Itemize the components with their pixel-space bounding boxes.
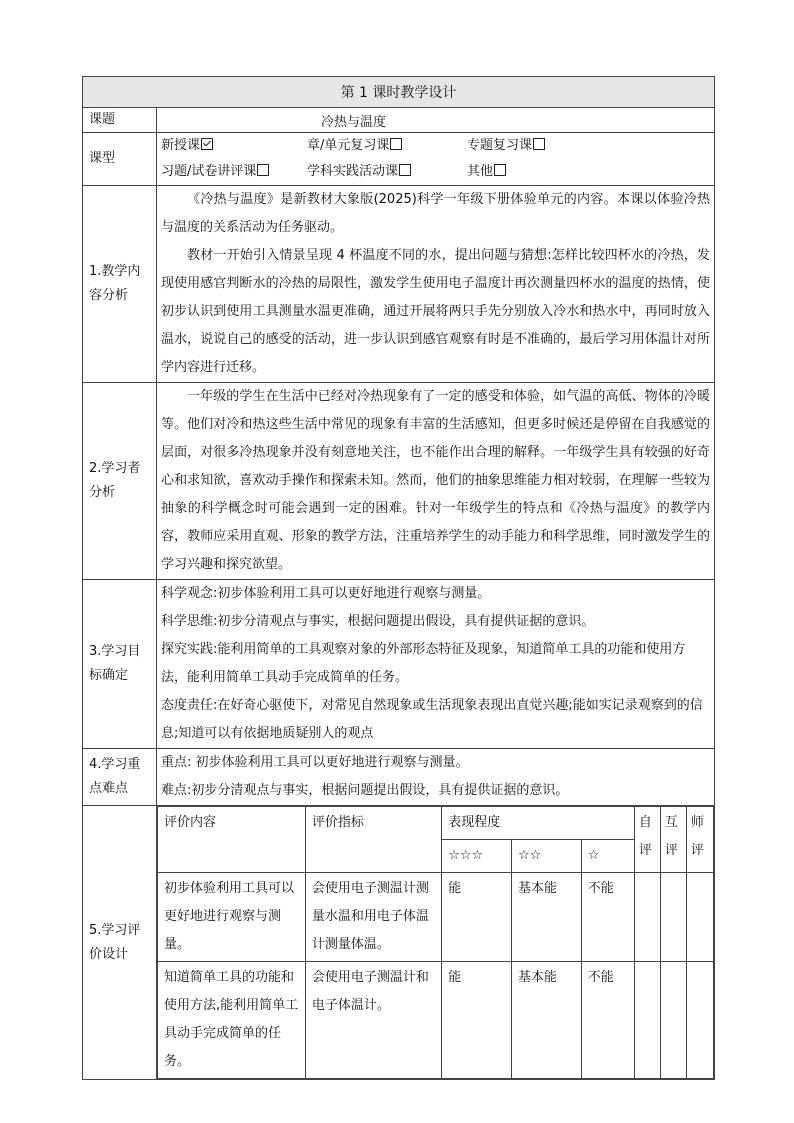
key-points-label: 4.学习重点难点 bbox=[83, 749, 157, 806]
learner-analysis-body bbox=[157, 383, 715, 580]
lesson-plan-document bbox=[82, 76, 714, 1080]
peer-eval-cell[interactable] bbox=[660, 873, 686, 962]
empty-box-icon bbox=[257, 164, 269, 176]
objective-item: 态度责任:在好奇心驱使下，对常见自然现象或生活现象表现出直觉兴趣;能如实记录观察到的信息;知道可以有依据地质疑别人的观点 bbox=[161, 698, 703, 741]
level-three-stars: ☆☆☆ bbox=[442, 840, 512, 873]
objectives-label: 3.学习目标确定 bbox=[83, 580, 157, 749]
topic-value: 冷热与温度 bbox=[157, 108, 715, 133]
lesson-type-option[interactable]: 其他 bbox=[467, 159, 607, 185]
empty-box-icon bbox=[494, 164, 506, 176]
eval-header-indicator: 评价指标 bbox=[305, 807, 441, 873]
evaluation-table bbox=[157, 806, 714, 1079]
content-analysis-label: 1.教学内容分析 bbox=[83, 186, 157, 383]
objective-item: 科学思维:初步分清观点与事实，根据问题提出假设，具有提供证据的意识。 bbox=[161, 614, 595, 629]
evaluation-row bbox=[158, 873, 714, 962]
key-points-body bbox=[157, 749, 715, 806]
self-eval-cell[interactable] bbox=[634, 873, 660, 962]
lesson-type-option[interactable]: 专题复习课 bbox=[467, 133, 607, 159]
self-eval-cell[interactable] bbox=[634, 962, 660, 1079]
empty-box-icon bbox=[533, 138, 545, 150]
learner-analysis-label: 2.学习者分析 bbox=[83, 383, 157, 580]
eval-level-cell: 能 bbox=[442, 873, 512, 962]
document-title: 第 1 课时教学设计 bbox=[83, 77, 715, 108]
eval-content-cell: 初步体验利用工具可以更好地进行观察与测量。 bbox=[158, 873, 306, 962]
lesson-type-option[interactable]: 习题/试卷讲评课 bbox=[161, 159, 307, 185]
eval-level-cell: 不能 bbox=[581, 962, 634, 1079]
learner-analysis-paragraph: 一年级的学生在生活中已经对冷热现象有了一定的感受和体验，如气温的高低、物体的冷暖等。他们对冷和热这些生活中常见的现象有丰富的生活感知，但更多时候还是停留在自我感觉的层面，对很多冷热现象并没有刻意地关注，也不能作出合理的解释。一年级学生具有较强的好奇心和求知欲，喜欢动手操作和探索未知。然而，他们的抽象思维能力相对较弱，在理解一些较为抽象的科学概念时可能会遇到一定的困难。针对一年级学生的特点和《冷热与温度》的教学内容，教师应采用直观、形象的教学方法，注重培养学生的动手能力和科学思维，同时激发学生的学习兴趣和探究欲望。 bbox=[161, 389, 710, 572]
checked-box-icon bbox=[201, 138, 213, 150]
level-one-star: ☆ bbox=[581, 840, 634, 873]
evaluation-body bbox=[157, 806, 715, 1080]
eval-header-self: 自评 bbox=[634, 807, 660, 873]
lesson-type-label: 课型 bbox=[83, 133, 157, 186]
difficulty-text: 难点:初步分清观点与事实，根据问题提出假设，具有提供证据的意识。 bbox=[161, 783, 569, 798]
lesson-type-option[interactable]: 章/单元复习课 bbox=[307, 133, 467, 159]
empty-box-icon bbox=[399, 164, 411, 176]
peer-eval-cell[interactable] bbox=[660, 962, 686, 1079]
eval-level-cell: 基本能 bbox=[511, 873, 581, 962]
evaluation-label: 5.学习评价设计 bbox=[83, 806, 157, 1080]
content-analysis-body bbox=[157, 186, 715, 383]
content-analysis-paragraph: 《冷热与温度》是新教材大象版(2025)科学一年级下册体验单元的内容。本课以体验冷热与温度的关系活动为任务驱动。 bbox=[161, 192, 710, 235]
eval-header-teacher: 师评 bbox=[686, 807, 713, 873]
lesson-type-option[interactable]: 新授课 bbox=[161, 133, 307, 159]
objective-item: 科学观念:初步体验利用工具可以更好地进行观察与测量。 bbox=[161, 586, 491, 601]
objective-item: 探究实践:能利用简单的工具观察对象的外部形态特征及现象，知道简单工具的功能和使用方法，能利用简单工具动手完成简单的任务。 bbox=[161, 642, 686, 685]
content-analysis-paragraph: 教材一开始引入情景呈现 4 杯温度不同的水，提出问题与猜想:怎样比较四杯水的冷热，发现使用感官判断水的冷热的局限性，激发学生使用电子温度计再次测量四杯水的温度的热情，使初步认识到使用工具测量水温更准确，通过开展将两只手先分别放入冷水和热水中，再同时放入温水，说说自己的感受的活动，进一步认识到感官观察有时是不准确的，最后学习用体温计对所学内容进行迁移。 bbox=[161, 248, 710, 375]
eval-indicator-cell: 会使用电子测温计和电子体温计。 bbox=[305, 962, 441, 1079]
eval-header-content: 评价内容 bbox=[158, 807, 306, 873]
teacher-eval-cell[interactable] bbox=[686, 873, 713, 962]
key-point-text: 重点: 初步体验利用工具可以更好地进行观察与测量。 bbox=[161, 755, 469, 770]
eval-level-cell: 不能 bbox=[581, 873, 634, 962]
level-two-stars: ☆☆ bbox=[511, 840, 581, 873]
lesson-plan-table bbox=[82, 76, 715, 1080]
lesson-type-option[interactable]: 学科实践活动课 bbox=[307, 159, 467, 185]
eval-level-cell: 能 bbox=[442, 962, 512, 1079]
lesson-type-options bbox=[157, 133, 715, 186]
objectives-body bbox=[157, 580, 715, 749]
evaluation-row bbox=[158, 962, 714, 1079]
eval-header-peer: 互评 bbox=[660, 807, 686, 873]
empty-box-icon bbox=[390, 138, 402, 150]
eval-content-cell: 知道简单工具的功能和使用方法,能利用简单工具动手完成简单的任务。 bbox=[158, 962, 306, 1079]
topic-label: 课题 bbox=[83, 108, 157, 133]
eval-indicator-cell: 会使用电子测温计测量水温和用电子体温计测量体温。 bbox=[305, 873, 441, 962]
teacher-eval-cell[interactable] bbox=[686, 962, 713, 1079]
eval-header-performance: 表现程度 bbox=[442, 807, 635, 840]
eval-level-cell: 基本能 bbox=[511, 962, 581, 1079]
